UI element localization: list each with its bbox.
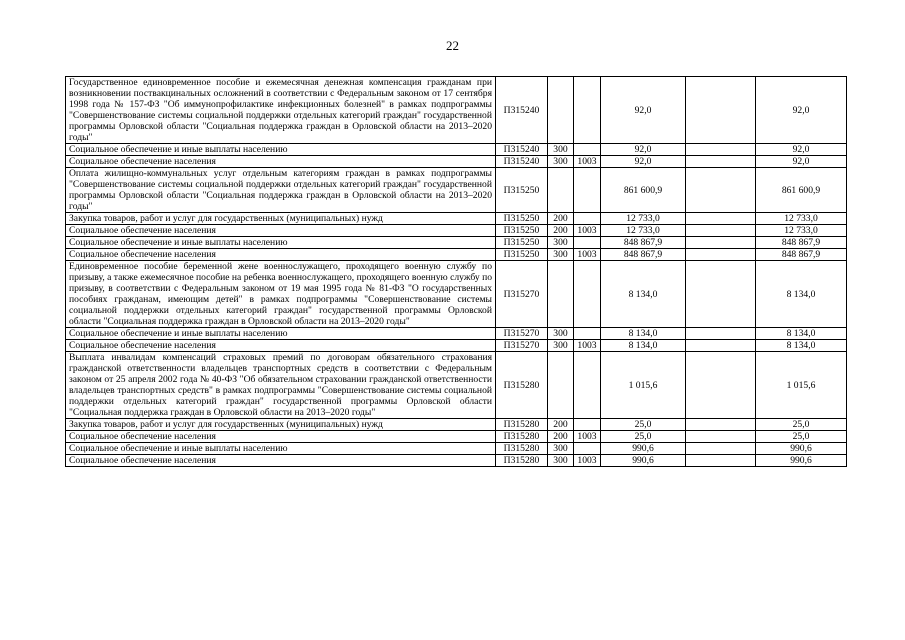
row-target-code: П315280 [496, 419, 548, 431]
row-section: 1003 [574, 431, 601, 443]
row-name: Закупка товаров, работ и услуг для государственных (муниципальных) нужд [66, 213, 496, 225]
row-sum-total: 12 733,0 [601, 213, 686, 225]
row-sum-regional: 1 015,6 [756, 352, 847, 419]
row-expense-type: 200 [548, 225, 574, 237]
table-row [66, 328, 847, 340]
row-sum-regional: 25,0 [756, 431, 847, 443]
row-expense-type: 300 [548, 249, 574, 261]
row-sum-federal [686, 156, 756, 168]
row-sum-regional: 8 134,0 [756, 261, 847, 328]
row-target-code: П315240 [496, 144, 548, 156]
row-expense-type: 200 [548, 419, 574, 431]
row-sum-federal [686, 237, 756, 249]
row-target-code: П315250 [496, 168, 548, 213]
row-sum-regional: 848 867,9 [756, 237, 847, 249]
table-row [66, 261, 847, 328]
row-sum-federal [686, 443, 756, 455]
row-sum-regional: 12 733,0 [756, 225, 847, 237]
row-sum-regional: 92,0 [756, 156, 847, 168]
row-name: Социальное обеспечение населения [66, 225, 496, 237]
row-target-code: П315270 [496, 261, 548, 328]
table-row [66, 431, 847, 443]
row-sum-regional: 8 134,0 [756, 340, 847, 352]
row-sum-regional: 12 733,0 [756, 213, 847, 225]
row-expense-type: 300 [548, 455, 574, 467]
row-name: Социальное обеспечение и иные выплаты населению [66, 443, 496, 455]
row-sum-federal [686, 340, 756, 352]
row-name: Закупка товаров, работ и услуг для государственных (муниципальных) нужд [66, 419, 496, 431]
row-section [574, 352, 601, 419]
row-name: Единовременное пособие беременной жене военнослужащего, проходящего военную службу по призыву, а также ежемесячное пособие на ребенка военнослужащего, проходящего военную службу по призыву, в соответствии с Федеральным законом от 19 мая 1995 года № 81-ФЗ "О государственных пособиях гражданам, имеющим детей" в рамках подпрограммы "Совершенствование системы социальной поддержки отдельных категорий граждан" государственной программы Орловской области "Социальная поддержка граждан в Орловской области на 2013–2020 годы" [66, 261, 496, 328]
table-row [66, 419, 847, 431]
table-row [66, 340, 847, 352]
table-row [66, 249, 847, 261]
row-sum-total: 92,0 [601, 77, 686, 144]
row-target-code: П315250 [496, 249, 548, 261]
row-sum-regional: 990,6 [756, 455, 847, 467]
row-sum-regional: 25,0 [756, 419, 847, 431]
table-row [66, 144, 847, 156]
row-target-code: П315280 [496, 431, 548, 443]
row-name: Выплата инвалидам компенсаций страховых премий по договорам обязательного страхования гражданской ответственности владельцев транспортных средств в соответствии с Федеральным законом от 25 апреля 2002 года № 40-ФЗ "Об обязательном страховании гражданской ответственности владельцев транспортных средств" в рамках подпрограммы "Совершенствование системы социальной поддержки отдельных категорий граждан" государственной программы Орловской области "Социальная поддержка граждан в Орловской области на 2013–2020 годы" [66, 352, 496, 419]
row-section: 1003 [574, 156, 601, 168]
row-sum-federal [686, 225, 756, 237]
row-section [574, 168, 601, 213]
row-sum-federal [686, 77, 756, 144]
row-section [574, 237, 601, 249]
row-target-code: П315270 [496, 340, 548, 352]
row-section [574, 261, 601, 328]
row-sum-federal [686, 352, 756, 419]
row-sum-total: 8 134,0 [601, 340, 686, 352]
row-section: 1003 [574, 249, 601, 261]
row-name: Социальное обеспечение населения [66, 431, 496, 443]
row-sum-total: 990,6 [601, 443, 686, 455]
table-row [66, 225, 847, 237]
row-sum-federal [686, 144, 756, 156]
row-section [574, 419, 601, 431]
row-section [574, 144, 601, 156]
row-section: 1003 [574, 225, 601, 237]
page-number: 22 [446, 38, 459, 53]
row-sum-federal [686, 168, 756, 213]
row-sum-total: 25,0 [601, 419, 686, 431]
row-expense-type [548, 352, 574, 419]
row-sum-federal [686, 328, 756, 340]
row-sum-total: 12 733,0 [601, 225, 686, 237]
row-sum-regional: 92,0 [756, 144, 847, 156]
row-section [574, 213, 601, 225]
budget-table [65, 76, 847, 467]
row-section [574, 443, 601, 455]
row-target-code: П315280 [496, 443, 548, 455]
row-name: Государственное единовременное пособие и ежемесячная денежная компенсация гражданам при возникновении поствакцинальных осложнений в соответствии с Федеральным законом от 17 сентября 1998 года № 157-ФЗ "Об иммунопрофилактике инфекционных болезней" в рамках подпрограммы "Совершенствование системы социальной поддержки отдельных категорий граждан" государственной программы Орловской области "Социальная поддержка граждан в Орловской области на 2013–2020 годы" [66, 77, 496, 144]
row-expense-type: 300 [548, 144, 574, 156]
row-sum-federal [686, 213, 756, 225]
row-name: Социальное обеспечение населения [66, 156, 496, 168]
row-name: Социальное обеспечение населения [66, 455, 496, 467]
table-row [66, 352, 847, 419]
row-expense-type: 300 [548, 156, 574, 168]
row-expense-type [548, 168, 574, 213]
row-sum-federal [686, 455, 756, 467]
row-sum-total: 92,0 [601, 144, 686, 156]
row-sum-total: 861 600,9 [601, 168, 686, 213]
row-name: Социальное обеспечение и иные выплаты населению [66, 328, 496, 340]
row-target-code: П315240 [496, 156, 548, 168]
row-expense-type: 300 [548, 340, 574, 352]
budget-table-body [66, 77, 847, 467]
table-row [66, 237, 847, 249]
table-row [66, 168, 847, 213]
table-row [66, 77, 847, 144]
row-sum-federal [686, 431, 756, 443]
row-expense-type [548, 77, 574, 144]
row-sum-regional: 848 867,9 [756, 249, 847, 261]
row-sum-total: 25,0 [601, 431, 686, 443]
row-sum-federal [686, 419, 756, 431]
row-sum-total: 8 134,0 [601, 328, 686, 340]
row-name: Социальное обеспечение и иные выплаты населению [66, 237, 496, 249]
row-sum-regional: 92,0 [756, 77, 847, 144]
table-row [66, 455, 847, 467]
row-expense-type [548, 261, 574, 328]
row-target-code: П315270 [496, 328, 548, 340]
row-section: 1003 [574, 455, 601, 467]
table-row [66, 156, 847, 168]
row-target-code: П315250 [496, 237, 548, 249]
row-sum-regional: 8 134,0 [756, 328, 847, 340]
row-name: Социальное обеспечение населения [66, 340, 496, 352]
row-name: Оплата жилищно-коммунальных услуг отдельным категориям граждан в рамках подпрограммы "Совершенствование системы социальной поддержки отдельных категорий граждан" государственной программы Орловской области "Социальная поддержка граждан в Орловской области на 2013–2020 годы" [66, 168, 496, 213]
table-row [66, 443, 847, 455]
row-expense-type: 300 [548, 328, 574, 340]
row-expense-type: 200 [548, 431, 574, 443]
row-sum-total: 92,0 [601, 156, 686, 168]
row-sum-total: 990,6 [601, 455, 686, 467]
row-sum-total: 848 867,9 [601, 249, 686, 261]
row-expense-type: 200 [548, 213, 574, 225]
row-expense-type: 300 [548, 237, 574, 249]
row-section [574, 77, 601, 144]
row-target-code: П315250 [496, 213, 548, 225]
row-sum-federal [686, 249, 756, 261]
row-target-code: П315250 [496, 225, 548, 237]
row-sum-total: 848 867,9 [601, 237, 686, 249]
row-section: 1003 [574, 340, 601, 352]
row-target-code: П315280 [496, 352, 548, 419]
row-name: Социальное обеспечение и иные выплаты населению [66, 144, 496, 156]
row-section [574, 328, 601, 340]
row-sum-regional: 990,6 [756, 443, 847, 455]
row-expense-type: 300 [548, 443, 574, 455]
row-target-code: П315280 [496, 455, 548, 467]
row-sum-total: 8 134,0 [601, 261, 686, 328]
row-sum-federal [686, 261, 756, 328]
row-sum-regional: 861 600,9 [756, 168, 847, 213]
row-sum-total: 1 015,6 [601, 352, 686, 419]
row-target-code: П315240 [496, 77, 548, 144]
table-row [66, 213, 847, 225]
row-name: Социальное обеспечение населения [66, 249, 496, 261]
